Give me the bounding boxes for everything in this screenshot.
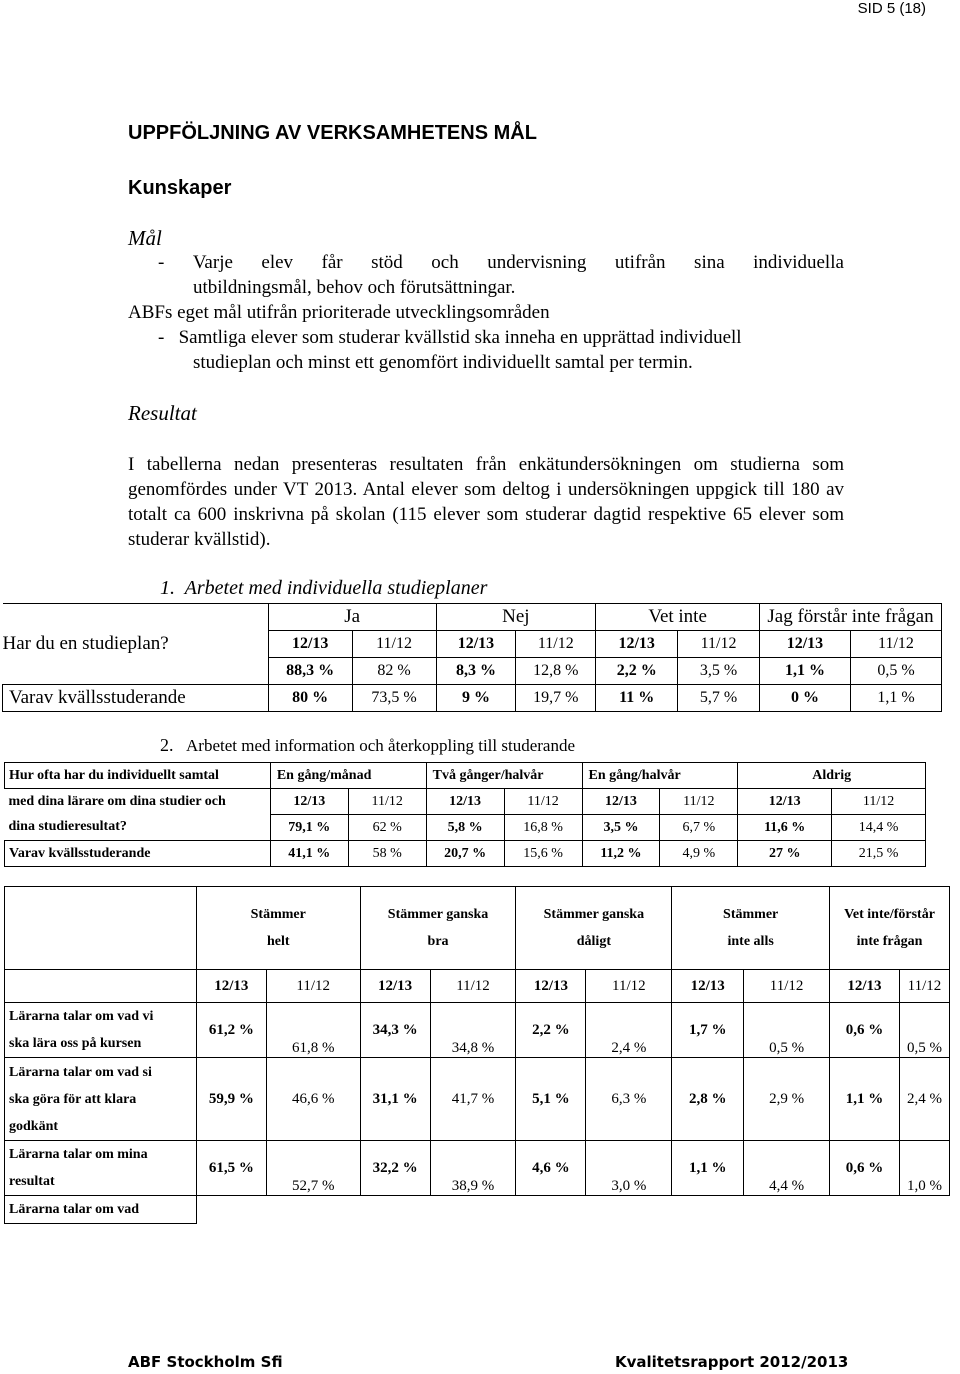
value-cell: 6,3 % <box>586 1058 672 1141</box>
value-cell: 59,9 % <box>196 1058 266 1141</box>
studieplan-table <box>2 603 942 712</box>
year-cell: 11/12 <box>744 970 830 1003</box>
larare-table <box>4 886 950 1224</box>
word: undervisning <box>487 252 587 273</box>
label-line: Lärarna talar om vad vi <box>9 1009 154 1024</box>
value-cell: 3,0 % <box>586 1141 672 1196</box>
value-cell: 6,7 % <box>660 815 738 841</box>
header-line: Vet inte/förstår <box>844 907 935 922</box>
footer-organization: ABF Stockholm Sfi <box>128 1353 283 1371</box>
value-cell: 4,9 % <box>660 841 738 867</box>
value-cell: 31,1 % <box>360 1058 430 1141</box>
value-cell: 88,3 % <box>268 658 352 685</box>
value-cell: 62 % <box>348 815 426 841</box>
label-line: Lärarna talar om vad si <box>9 1064 152 1080</box>
year-cell: 12/13 <box>516 970 586 1003</box>
value-cell: 16,8 % <box>504 815 582 841</box>
header-once-half-year: En gång/halvår <box>582 763 738 789</box>
header-vet-inte: Vet inte <box>596 604 760 631</box>
statement-label <box>5 1058 197 1141</box>
value-cell: 58 % <box>348 841 426 867</box>
evening-row-label: Varav kvällsstuderande <box>3 685 269 712</box>
year-cell: 11/12 <box>516 631 596 658</box>
year-cell: 11/12 <box>504 789 582 815</box>
value-cell: 0,5 % <box>899 1003 949 1058</box>
value-cell: 73,5 % <box>352 685 436 712</box>
word: stöd <box>371 252 403 273</box>
year-cell: 12/13 <box>436 631 516 658</box>
label-line: godkänt <box>9 1118 59 1134</box>
value-cell: 21,5 % <box>832 841 926 867</box>
year-cell: 11/12 <box>660 789 738 815</box>
mal-label: Mål <box>128 226 162 250</box>
year-cell: 11/12 <box>586 970 672 1003</box>
section-heading: Kunskaper <box>128 177 232 199</box>
value-cell: 2,2 % <box>516 1003 586 1058</box>
year-cell: 12/13 <box>360 970 430 1003</box>
value-cell: 27 % <box>738 841 832 867</box>
goal-bullet-1-line-1 <box>158 250 844 275</box>
statement-label <box>5 1003 197 1058</box>
resultat-paragraph: I tabellerna nedan presenteras resultaten från enkätundersökningen om studierna som genomfördes under VT 2013. Antal elever som deltog i undersökningen uppgick till 180 av totalt ca 600 inskrivna på skolan (115 elever som studerar dagtid respektive 65 elever som studerar kvällstid). <box>128 454 844 550</box>
goal-bullet-2-line-1: - Samtliga elever som studerar kvällstid ska inneha en upprättad individuell <box>158 327 742 348</box>
header-inte-alls <box>672 887 830 970</box>
table1-title: 1. Arbetet med individuella studieplaner <box>160 577 488 599</box>
value-cell: 3,5 % <box>678 658 760 685</box>
header-line: dåligt <box>576 934 611 949</box>
label-line: ska lära oss på kursen <box>9 1036 142 1051</box>
value-cell: 14,4 % <box>832 815 926 841</box>
year-cell: 11/12 <box>430 970 516 1003</box>
header-twice-half-year: Två gånger/halvår <box>426 763 582 789</box>
abf-goal-line: ABFs eget mål utifrån prioriterade utvecklingsområden <box>128 302 550 323</box>
header-helt <box>196 887 360 970</box>
header-ganska-daligt <box>516 887 672 970</box>
value-cell: 41,7 % <box>430 1058 516 1141</box>
header-line: inte alls <box>727 934 774 949</box>
question-line: med dina lärare om dina studier och <box>8 793 226 809</box>
value-cell: 9 % <box>436 685 516 712</box>
year-cell: 11/12 <box>832 789 926 815</box>
year-cell: 12/13 <box>196 970 266 1003</box>
value-cell: 11,2 % <box>582 841 660 867</box>
word: individuella <box>753 252 844 273</box>
header-nej: Nej <box>436 604 596 631</box>
value-cell: 0,5 % <box>744 1003 830 1058</box>
value-cell: 3,5 % <box>582 815 660 841</box>
value-cell: 11,6 % <box>738 815 832 841</box>
value-cell: 5,7 % <box>678 685 760 712</box>
year-cell: 11/12 <box>850 631 941 658</box>
goal-bullet-2-line-2: studieplan och minst ett genomfört individuellt samtal per termin. <box>193 352 693 373</box>
evening-row-label: Varav kvällsstuderande <box>5 841 271 867</box>
word: sina <box>694 252 725 273</box>
header-forstar-inte: Jag förstår inte frågan <box>759 604 941 631</box>
year-cell: 12/13 <box>268 631 352 658</box>
value-cell: 2,4 % <box>899 1058 949 1141</box>
value-cell: 0 % <box>759 685 850 712</box>
footer-report-title: Kvalitetsrapport 2012/2013 <box>615 1353 849 1371</box>
value-cell: 34,8 % <box>430 1003 516 1058</box>
goal-bullet-1-line-2: utbildningsmål, behov och förutsättningar. <box>193 277 516 298</box>
value-cell: 1,1 % <box>850 685 941 712</box>
value-cell: 52,7 % <box>266 1141 360 1196</box>
value-cell: 2,8 % <box>672 1058 744 1141</box>
value-cell: 8,3 % <box>436 658 516 685</box>
year-cell: 11/12 <box>266 970 360 1003</box>
value-cell: 0,5 % <box>850 658 941 685</box>
value-cell: 2,2 % <box>596 658 678 685</box>
value-cell: 4,6 % <box>516 1141 586 1196</box>
value-cell: 38,9 % <box>430 1141 516 1196</box>
statement-label <box>5 1141 197 1196</box>
year-cell: 11/12 <box>678 631 760 658</box>
value-cell: 0,6 % <box>830 1141 900 1196</box>
value-cell: 0,6 % <box>830 1003 900 1058</box>
value-cell: 32,2 % <box>360 1141 430 1196</box>
word: utifrån <box>614 252 666 273</box>
value-cell: 46,6 % <box>266 1058 360 1141</box>
year-cell: 12/13 <box>426 789 504 815</box>
year-cell: 11/12 <box>348 789 426 815</box>
value-cell: 79,1 % <box>270 815 348 841</box>
header-ganska-bra <box>360 887 516 970</box>
header-line: Stämmer ganska <box>387 907 489 922</box>
header-never: Aldrig <box>738 763 926 789</box>
word: elev <box>261 252 294 273</box>
header-line: Stämmer ganska <box>543 907 645 922</box>
page-number: SID 5 (18) <box>857 0 926 17</box>
header-line: Stämmer <box>250 907 306 922</box>
header-line: inte frågan <box>856 934 923 949</box>
year-cell: 11/12 <box>352 631 436 658</box>
value-cell: 1,0 % <box>899 1141 949 1196</box>
header-monthly: En gång/månad <box>270 763 426 789</box>
value-cell: 1,1 % <box>759 658 850 685</box>
year-cell: 12/13 <box>582 789 660 815</box>
value-cell: 1,7 % <box>672 1003 744 1058</box>
label-line: ska göra för att klara <box>9 1091 137 1107</box>
value-cell: 20,7 % <box>426 841 504 867</box>
label-line: resultat <box>9 1174 55 1189</box>
value-cell: 41,1 % <box>270 841 348 867</box>
year-cell: 11/12 <box>899 970 949 1003</box>
value-cell: 1,1 % <box>830 1058 900 1141</box>
value-cell: 80 % <box>268 685 352 712</box>
word: - <box>158 252 165 273</box>
header-line: bra <box>427 934 449 949</box>
question-line: Hur ofta har du individuellt samtal <box>5 763 271 789</box>
header-vet-inte <box>830 887 950 970</box>
resultat-label: Resultat <box>128 401 197 425</box>
year-cell: 12/13 <box>270 789 348 815</box>
value-cell: 1,1 % <box>672 1141 744 1196</box>
value-cell: 61,5 % <box>196 1141 266 1196</box>
table2-title <box>160 735 575 756</box>
word: Varje <box>192 252 233 273</box>
value-cell: 61,2 % <box>196 1003 266 1058</box>
value-cell: 12,8 % <box>516 658 596 685</box>
value-cell: 2,4 % <box>586 1003 672 1058</box>
value-cell: 5,8 % <box>426 815 504 841</box>
header-line: Stämmer <box>723 907 779 922</box>
year-cell: 12/13 <box>596 631 678 658</box>
year-cell: 12/13 <box>759 631 850 658</box>
page-heading: UPPFÖLJNING AV VERKSAMHETENS MÅL <box>128 122 537 144</box>
header-line: helt <box>266 934 290 949</box>
value-cell: 34,3 % <box>360 1003 430 1058</box>
value-cell: 19,7 % <box>516 685 596 712</box>
label-line: Lärarna talar om mina <box>9 1147 148 1162</box>
table2-title-number: 2. <box>160 735 174 755</box>
year-cell: 12/13 <box>672 970 744 1003</box>
table2-title-text: Arbetet med information och återkoppling till studerande <box>186 736 575 755</box>
value-cell: 11 % <box>596 685 678 712</box>
word: och <box>431 252 459 273</box>
value-cell: 2,9 % <box>744 1058 830 1141</box>
year-cell: 12/13 <box>830 970 900 1003</box>
value-cell: 82 % <box>352 658 436 685</box>
value-cell: 61,8 % <box>266 1003 360 1058</box>
value-cell: 4,4 % <box>744 1141 830 1196</box>
word: får <box>321 252 343 273</box>
question-line: dina studieresultat? <box>8 819 127 835</box>
samtal-table <box>4 762 926 867</box>
year-cell: 12/13 <box>738 789 832 815</box>
question-label: Har du en studieplan? <box>2 633 169 654</box>
statement-label: Lärarna talar om vad <box>5 1196 197 1224</box>
header-ja: Ja <box>268 604 436 631</box>
value-cell: 15,6 % <box>504 841 582 867</box>
value-cell: 5,1 % <box>516 1058 586 1141</box>
